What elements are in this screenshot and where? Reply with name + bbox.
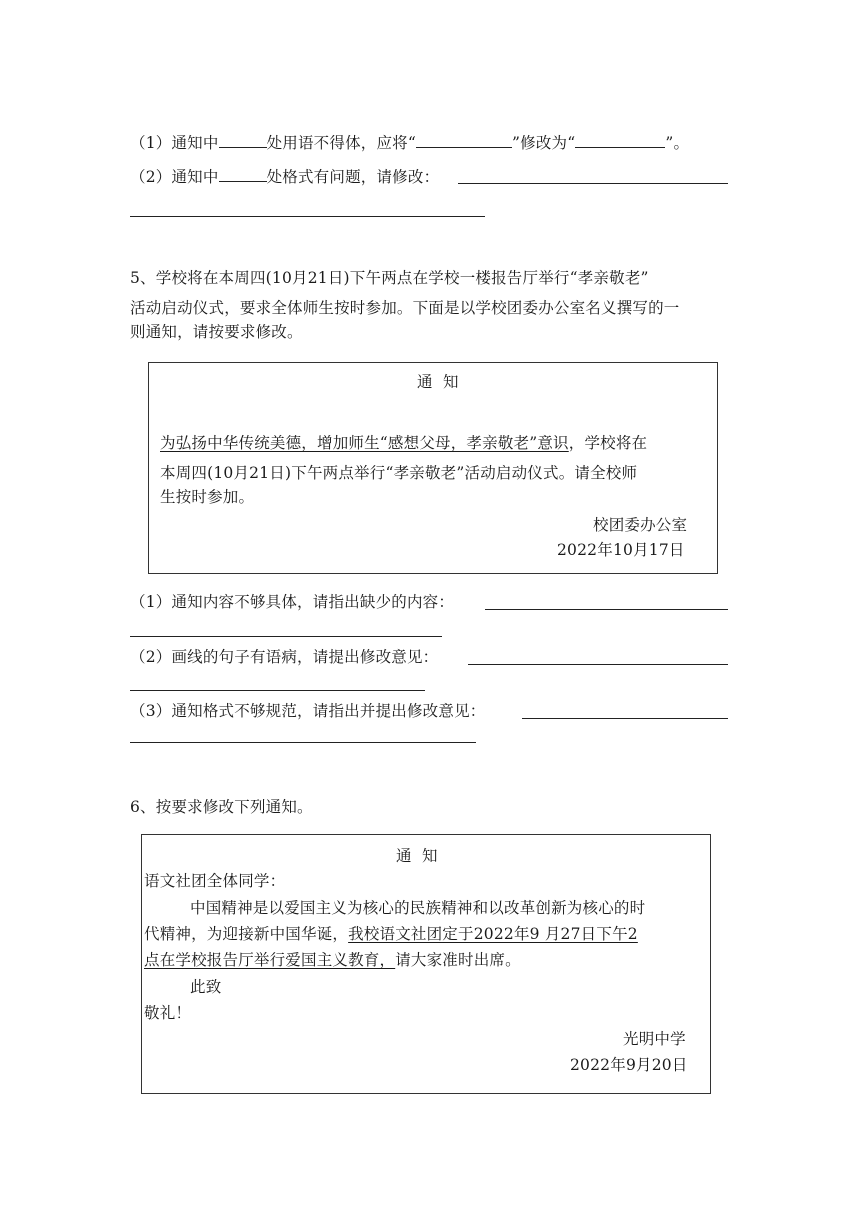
q5-sub3: （3）通知格式不够规范，请指出并提出修改意见： [130,702,486,720]
q5-intro-line2: 活动启动仪式，要求全体师生按时参加。下面是以学校团委办公室名义撰写的一 [130,299,680,317]
q6-intro: 6、按要求修改下列通知。 [130,798,313,816]
q5-notice-body-line1 [160,433,647,453]
answer-line[interactable] [130,636,442,637]
answer-line[interactable] [130,216,485,217]
q6-notice-signature: 光明中学 [623,1030,686,1048]
q6-notice-closing2: 敬礼！ [144,1004,192,1022]
q4-sub1-d: ”。 [665,134,690,152]
answer-line[interactable] [130,690,425,691]
q4-sub2-a: （2）通知中 [130,168,219,186]
answer-line[interactable] [485,609,728,610]
q5-notice-box [148,362,718,574]
q5-notice-signature: 校团委办公室 [593,516,688,534]
underlined-sentence: 为弘扬中华传统美德，增加师生“感想父母，孝亲敬老”意识 [160,434,569,452]
q6-notice-closing1: 此致 [190,978,222,996]
body-text: 请大家准时出席。 [395,951,521,969]
answer-blank[interactable] [575,133,665,148]
q4-sub2 [130,167,439,187]
q5-intro-line3: 则通知，请按要求修改。 [130,323,303,341]
body-text: 代精神，为迎接新中国华诞， [144,925,349,943]
q4-sub1-a: （1）通知中 [130,134,219,152]
q5-notice-body-line3: 生按时参加。 [160,488,255,506]
q4-sub1 [130,133,689,153]
q5-sub1: （1）通知内容不够具体，请指出缺少的内容： [130,593,455,611]
q4-sub1-c: ”修改为“ [512,134,576,152]
q5-sub2: （2）画线的句子有语病，请提出修改意见： [130,648,439,666]
q5-notice-title: 通 知 [417,373,459,391]
answer-blank[interactable] [219,167,267,182]
q4-sub2-b: 处格式有问题，请修改： [266,168,440,186]
q5-notice-date: 2022年10月17日 [557,541,685,559]
q6-notice-box [141,834,711,1094]
answer-blank[interactable] [219,133,267,148]
answer-line[interactable] [458,183,728,184]
underlined-sentence: 我校语文社团定于2022年9 月27日下午2 [348,925,638,943]
q5-intro-line1: 5、学校将在本周四(10月21日)下午两点在学校一楼报告厅举行“孝亲敬老” [130,269,649,287]
q6-notice-body-line2 [144,924,638,944]
q6-notice-body-line1: 中国精神是以爱国主义为核心的民族精神和以改革创新为核心的时 [190,899,646,917]
body-text: ，学校将在 [568,434,648,452]
q6-notice-salutation: 语文社团全体同学： [144,872,286,890]
q6-notice-date: 2022年9月20日 [570,1056,688,1074]
underlined-sentence: 点在学校报告厅举行爱国主义教育， [144,951,396,969]
answer-line[interactable] [468,664,728,665]
q4-sub1-b: 处用语不得体，应将“ [266,134,416,152]
answer-line[interactable] [130,742,476,743]
answer-blank[interactable] [416,133,512,148]
q6-notice-body-line3 [144,950,521,970]
q5-notice-body-line2: 本周四(10月21日)下午两点举行“孝亲敬老”活动启动仪式。请全校师 [160,464,638,482]
answer-line[interactable] [522,718,728,719]
q6-notice-title: 通 知 [396,847,438,865]
